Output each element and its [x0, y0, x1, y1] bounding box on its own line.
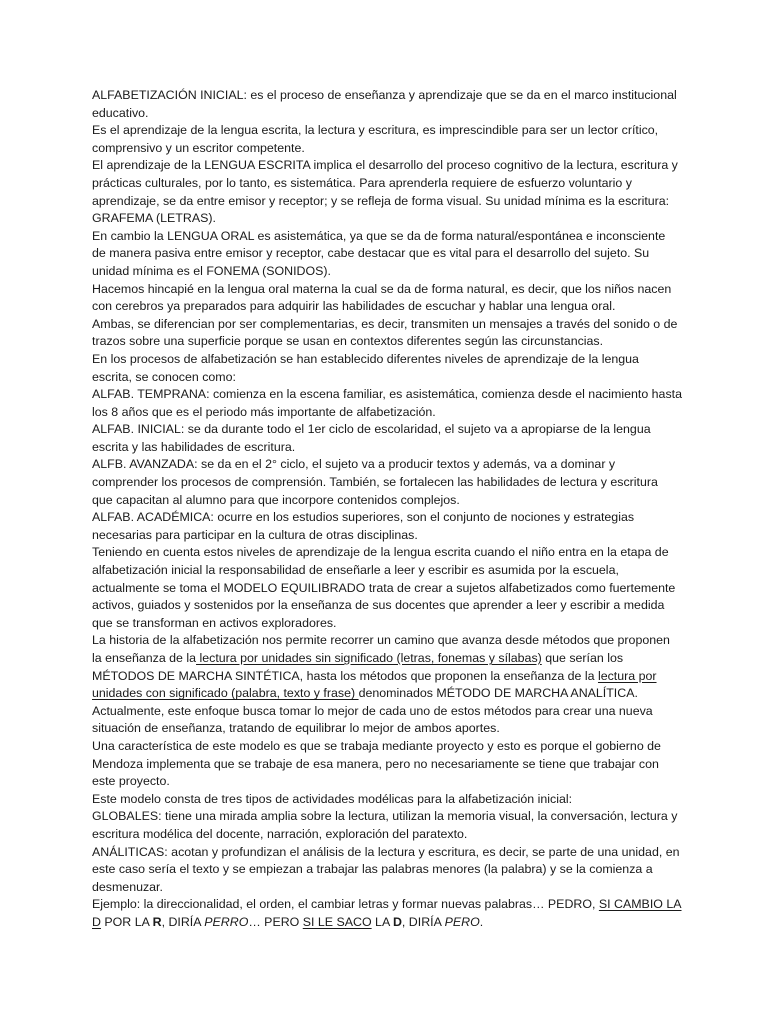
paragraph-proyecto-mendoza: Una característica de este modelo es que se trabaja mediante proyecto y esto es porque el gobierno de Mendoza implementa que se trabaje de esa manera, pero no necesariamente se tiene que trabajar con este proyecto. [92, 738, 661, 789]
ejemplo-underline-si-cambio: SI CAMBIO LA D [92, 897, 682, 929]
historia-underline-sin-significado: lectura por unidades sin significado (letras, fonemas y sílabas) [196, 651, 542, 665]
ejemplo-bold-d: D [392, 914, 402, 929]
paragraph-alfab-temprana: ALFAB. TEMPRANA: comienza en la escena familiar, es asistemática, comienza desde el nacimiento hasta los 8 años que es el periodo más importante de alfabetización. [92, 387, 682, 419]
historia-text-3: denominados MÉTODO DE MARCHA ANALÍTICA. [358, 686, 638, 701]
ejemplo-text-6: , DIRÍA [401, 914, 445, 929]
document-body [92, 87, 682, 932]
ejemplo-text-3: , DIRÍA [161, 914, 205, 929]
ejemplo-text-2: POR LA [100, 914, 153, 929]
paragraph-modelo-equilibrado: Teniendo en cuenta estos niveles de aprendizaje de la lengua escrita cuando el niño entra en la etapa de alfabetización inicial la responsabilidad de enseñarle a leer y escribir es asumida por la escuela, actualmente se toma el MODELO EQUILIBRADO trata de crear a sujetos alfabetizados como fuertemente activos, guiados y sostenidos por la enseñanza de sus docentes que aprender a leer y escribir a medida que se transforman en activos exploradores. [92, 545, 676, 630]
paragraph-enfoque-actual: Actualmente, este enfoque busca tomar lo mejor de cada uno de estos métodos para crear una nueva situación de enseñanza, tratando de equilibrar lo mejor de ambos aportes. [92, 703, 653, 736]
ejemplo-text-7: . [479, 914, 484, 929]
ejemplo-text-1: Ejemplo: la direccionalidad, el orden, el cambiar letras y formar nuevas palabras… PEDRO, [92, 897, 599, 912]
paragraph-alfab-inicial: ALFAB. INICIAL: se da durante todo el 1er ciclo de escolaridad, el sujeto va a apropiarse de la lengua escrita y las habilidades de escritura. [92, 422, 651, 454]
paragraph-analiticas: ANÁLITICAS: acotan y profundizan el análisis de la lectura y escritura, es decir, se parte de una unidad, en este caso sería el texto y se empiezan a trabajar las palabras menores (la palabra) y se la comienza a desmenuzar. [92, 844, 680, 894]
paragraph-niveles-intro: En los procesos de alfabetización se han establecido diferentes niveles de aprendizaje de la lengua escrita, se conocen como: [92, 351, 639, 384]
paragraph-tipos-actividades: Este modelo consta de tres tipos de actividades modélicas para la alfabetización inicial: [92, 791, 573, 806]
ejemplo-italic-perro: PERRO [204, 914, 249, 929]
paragraph-alfab-avanzada: ALFB. AVANZADA: se da en el 2° ciclo, el sujeto va a producir textos y además, va a dominar y comprender los procesos de comprensión. También, se fortalecen las habilidades de lectura y escritura que capacitan al alumno para que incorpore contenidos complejos. [92, 457, 658, 507]
paragraph-written-language-learning: Es el aprendizaje de la lengua escrita, la lectura y escritura, es imprescindible para ser un lector crítico, comprensivo y un escritor competente. [92, 123, 659, 155]
paragraph-alfab-academica: ALFAB. ACADÉMICA: ocurre en los estudios superiores, son el conjunto de nociones y estrategias necesarias para participar en la cultura de otras disciplinas. [92, 510, 635, 542]
historia-underline-con-significado: lectura por unidades con significado (palabra, texto y frase) [92, 668, 657, 701]
paragraph-lengua-escrita: El aprendizaje de la LENGUA ESCRITA implica el desarrollo del proceso cognitivo de la lectura, escritura y prácticas culturales, por lo tanto, es sistemática. Para aprenderla requiere de esfuerzo voluntario y aprendizaje, se da entre emisor y receptor; y se refleja de forma visual. Su unidad mínima es la escritura: GRAFEMA (LETRAS). [92, 158, 678, 226]
ejemplo-italic-pero: PERO [444, 914, 480, 929]
paragraph-definition: ALFABETIZACIÓN INICIAL: es el proceso de enseñanza y aprendizaje que se da en el marco institucional educativo. [92, 88, 677, 120]
paragraph-complementarias: Ambas, se diferencian por ser complementarias, es decir, transmiten un mensajes a través del sonido o de trazos sobre una superficie porque se usan en contextos diferentes según las circunstancias. [92, 316, 678, 349]
paragraph-ejemplo [92, 896, 682, 931]
ejemplo-bold-r: R [152, 914, 162, 929]
paragraph-lengua-oral: En cambio la LENGUA ORAL es asistemática, ya que se da de forma natural/espontánea e inconsciente de manera pasiva entre emisor y receptor, cabe destacar que es vital para el desarrollo del sujeto. Su unidad mínima es el FONEMA (SONIDOS). [92, 228, 666, 278]
historia-text-1: La historia de la alfabetización nos permite recorrer un camino que avanza desde métodos que proponen la enseñanza de la [92, 633, 670, 665]
ejemplo-text-5: LA [371, 914, 393, 929]
paragraph-globales: GLOBALES: tiene una mirada amplia sobre la lectura, utilizan la memoria visual, la conversación, lectura y escritura modélica del docente, narración, exploración del paratexto. [92, 809, 678, 841]
ejemplo-underline-si-le-saco: SI LE SACO [302, 914, 372, 929]
ejemplo-text-4: … PERO [248, 914, 303, 929]
paragraph-historia [92, 632, 682, 702]
historia-text-2: que serían los MÉTODOS DE MARCHA SINTÉTICA, hasta los métodos que proponen la enseñanza de la [92, 651, 624, 683]
paragraph-lengua-materna: Hacemos hincapié en la lengua oral materna la cual se da de forma natural, es decir, que los niños nacen con cerebros ya preparados para adquirir las habilidades de escuchar y hablar una lengua oral. [92, 281, 672, 314]
